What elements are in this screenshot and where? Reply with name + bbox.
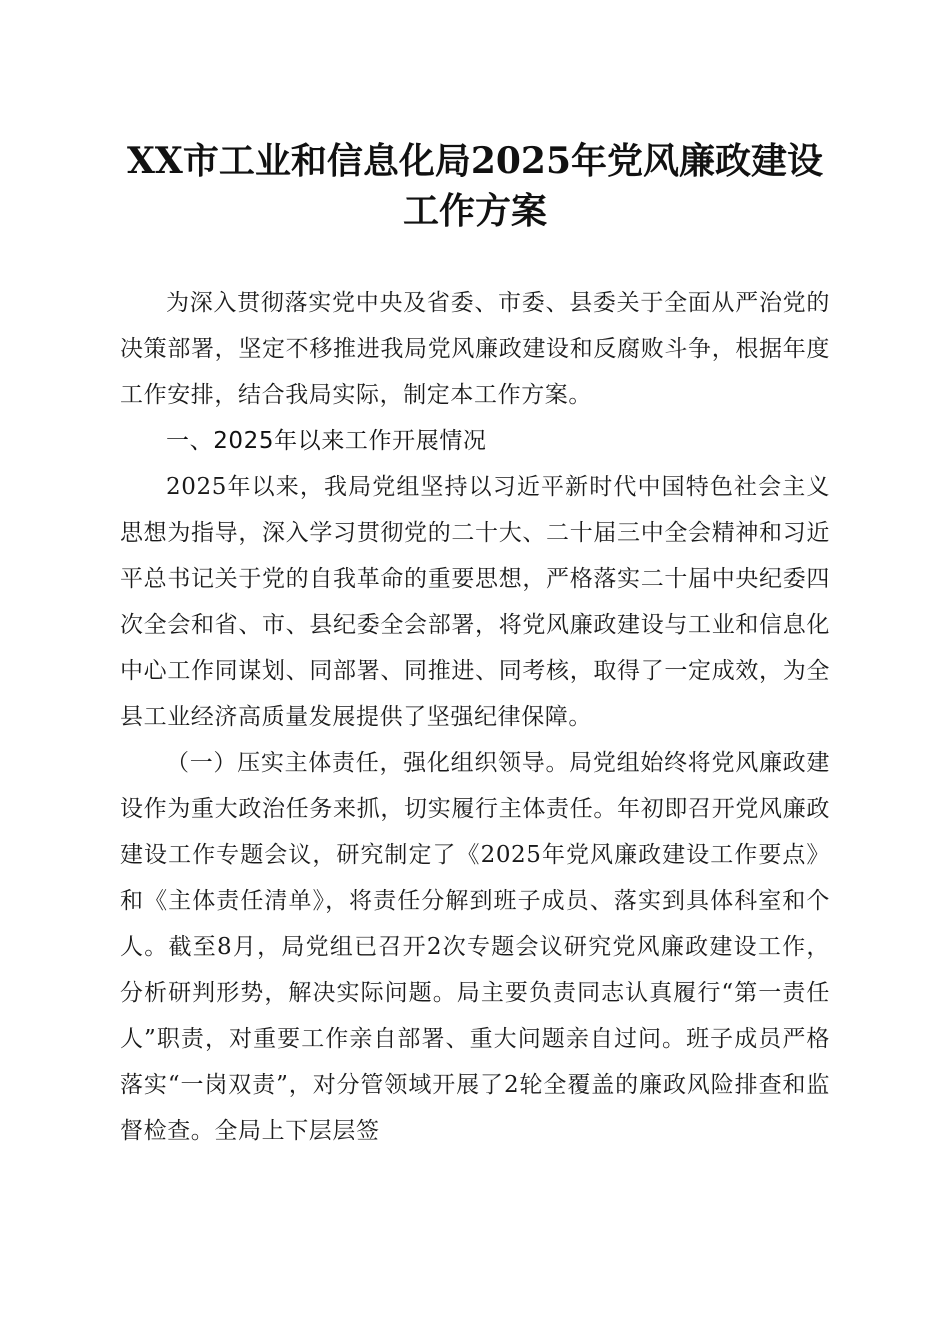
subsection-1-lead: （一）压实主体责任，强化组织领导。: [166, 750, 570, 776]
section-heading-1: 一、2025年以来工作开展情况: [166, 428, 487, 454]
document-body: [120, 280, 830, 1154]
document-title: XX市工业和信息化局2025年党风廉政建设工作方案: [126, 140, 824, 232]
section-1-paragraph: 2025年以来，我局党组坚持以习近平新时代中国特色社会主义思想为指导，深入学习贯彻党的二十大、二十届三中全会精神和习近平总书记关于党的自我革命的重要思想，严格落实二十届中央纪委四次全会和省、市、县纪委全会部署，将党风廉政建设与工业和信息化中心工作同谋划、同部署、同推进、同考核，取得了一定成效，为全县工业经济高质量发展提供了坚强纪律保障。: [120, 474, 830, 730]
subsection-1-text: 局党组始终将党风廉政建设作为重大政治任务来抓，切实履行主体责任。年初即召开党风廉政建设工作专题会议，研究制定了《2025年党风廉政建设工作要点》和《主体责任清单》，将责任分解到班子成员、落实到具体科室和个人。截至8月，局党组已召开2次专题会议研究党风廉政建设工作，分析研判形势，解决实际问题。局主要负责同志认真履行“第一责任人”职责，对重要工作亲自部署、重大问题亲自过问。班子成员严格落实“一岗双责”，对分管领域开展了2轮全覆盖的廉政风险排查和监督检查。全局上下层层签: [120, 750, 830, 1144]
subsection-1-paragraph: [120, 740, 830, 1154]
intro-paragraph: 为深入贯彻落实党中央及省委、市委、县委关于全面从严治党的决策部署，坚定不移推进我局党风廉政建设和反腐败斗争，根据年度工作安排，结合我局实际，制定本工作方案。: [120, 290, 830, 408]
